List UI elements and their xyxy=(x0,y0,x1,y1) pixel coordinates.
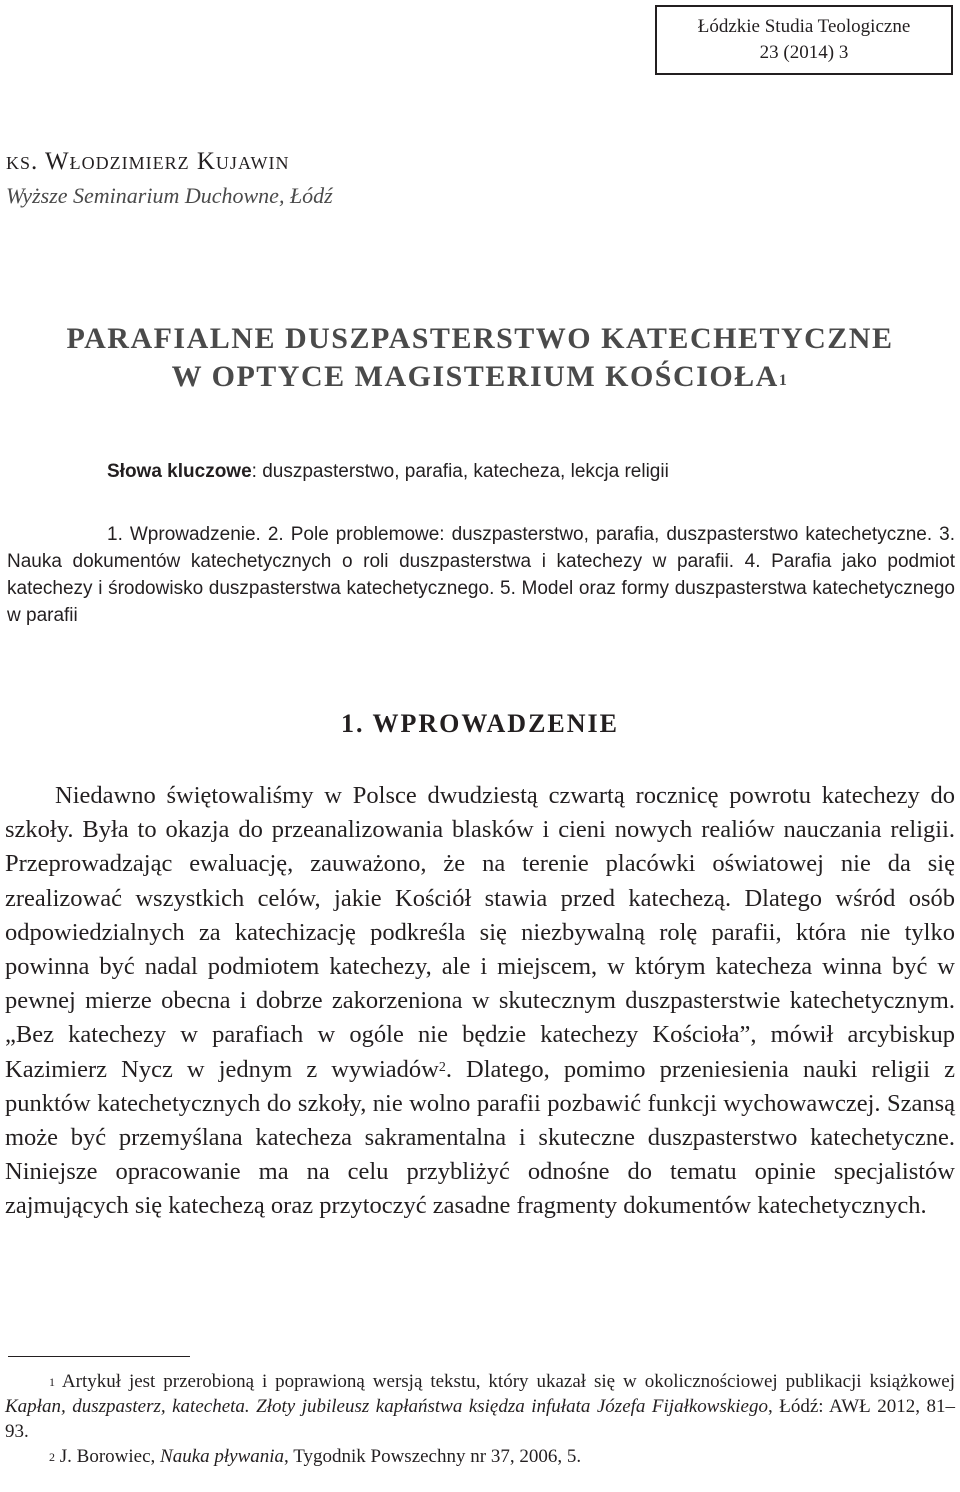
footnote-divider xyxy=(8,1356,190,1357)
article-title xyxy=(0,320,960,396)
journal-issue: 23 (2014) 3 xyxy=(759,42,849,63)
title-footnote-mark[interactable]: 1 xyxy=(778,372,789,389)
footnote-1-mark: 1 xyxy=(49,1375,55,1389)
footnote-2 xyxy=(5,1444,955,1469)
section-heading: 1. WPROWADZENIE xyxy=(340,709,619,738)
keywords-values: : duszpasterstwo, parafia, katecheza, lekcja religii xyxy=(251,461,669,482)
body-paragraph-part-2: . Dlatego, pomimo przeniesienia nauki religii z punktów katechetycznych do szkoły, nie wolno parafii pozbawić funkcji wychowawczej. Szansą może być przemyślana katecheza sakramentalna i skuteczne duszpasterstwo katechetyczne. Niniejsze opracowanie ma na celu przybliżyć odnośne do tematu opinie specjalistów zajmujących się katechezą oraz przytoczyć zasadne fragmenty dokumentów katechetycznych. xyxy=(5,1055,956,1220)
title-line-1: PARAFIALNE DUSZPASTERSTWO KATECHETYCZNE xyxy=(66,322,894,355)
footnote-1-italic: Kapłan, duszpasterz, katecheta. Złoty jubileusz kapłaństwa księdza infułata Józefa Fijałkowskiego xyxy=(5,1396,768,1417)
footnote-2-mark: 2 xyxy=(49,1450,55,1464)
title-line-2-text: W OPTYCE MAGISTERIUM KOŚCIOŁA xyxy=(171,360,779,393)
keywords xyxy=(107,461,669,483)
body-paragraph xyxy=(5,779,955,1224)
body-footnote-mark[interactable]: 2 xyxy=(438,1059,446,1075)
footnote-1-text-b: , Łódź: AWŁ 2012, 81–93. xyxy=(5,1396,955,1442)
footnote-1 xyxy=(5,1369,955,1444)
table-of-contents: 1. Wprowadzenie. 2. Pole problemowe: duszpasterstwo, parafia, duszpasterstwo katechetyczne. 3. Nauka dokumentów katechetycznych o roli duszpasterstwa i katechezy w parafii. 4. Parafia jako podmiot katechezy i środowisko duszpasterstwa katechetycznego. 5. Model oraz formy duszpasterstwa katechetycznego w parafii xyxy=(7,524,955,626)
footnote-2-italic: Nauka pływania xyxy=(160,1446,285,1467)
body-paragraph-part-1: Niedawno świętowaliśmy w Polsce dwudziestą czwartą rocznicę powrotu katechezy do szkoły. Była to okazja do przeanalizowania blasków i cieni nowych realiów nauczania religii. Przeprowadzając ewaluację, zauważono, że na terenie placówki oświatowej nie da się zrealizować wszystkich celów, jakie Kościół stawia przed katechezą. Dlatego wśród osób odpowiedzialnych za katechizację podkreśla się niezbywalną rolę parafii, która nie tylko powinna być nadal podmiotem katechezy, ale i miejscem, w którym katecheza winna być w pewnej mierze obecna i dobrze zakorzeniona w skutecznym duszpasterstwie katechetycznym. „Bez katechezy w parafiach w ogóle nie będzie katechezy Kościoła”, mówił arcybiskup Kazimierz Nycz w jednym z wywiadów xyxy=(5,782,955,1083)
author-affiliation: Wyższe Seminarium Duchowne, Łódź xyxy=(6,183,333,208)
author-name: ks. Włodzimierz Kujawin xyxy=(6,148,290,175)
title-line-2 xyxy=(0,358,960,396)
footnote-1-text-a: Artykuł jest przerobioną i poprawioną wersją tekstu, który ukazał się w okolicznościowej publikacji książkowej xyxy=(55,1371,955,1392)
keywords-label: Słowa kluczowe xyxy=(107,461,252,482)
journal-name: Łódzkie Studia Teologiczne xyxy=(697,16,911,37)
footnote-2-text-b: , Tygodnik Powszechny nr 37, 2006, 5. xyxy=(284,1446,582,1467)
journal-info-box xyxy=(655,5,953,75)
footnotes xyxy=(5,1369,955,1469)
footnote-2-text-a: J. Borowiec, xyxy=(55,1446,161,1467)
